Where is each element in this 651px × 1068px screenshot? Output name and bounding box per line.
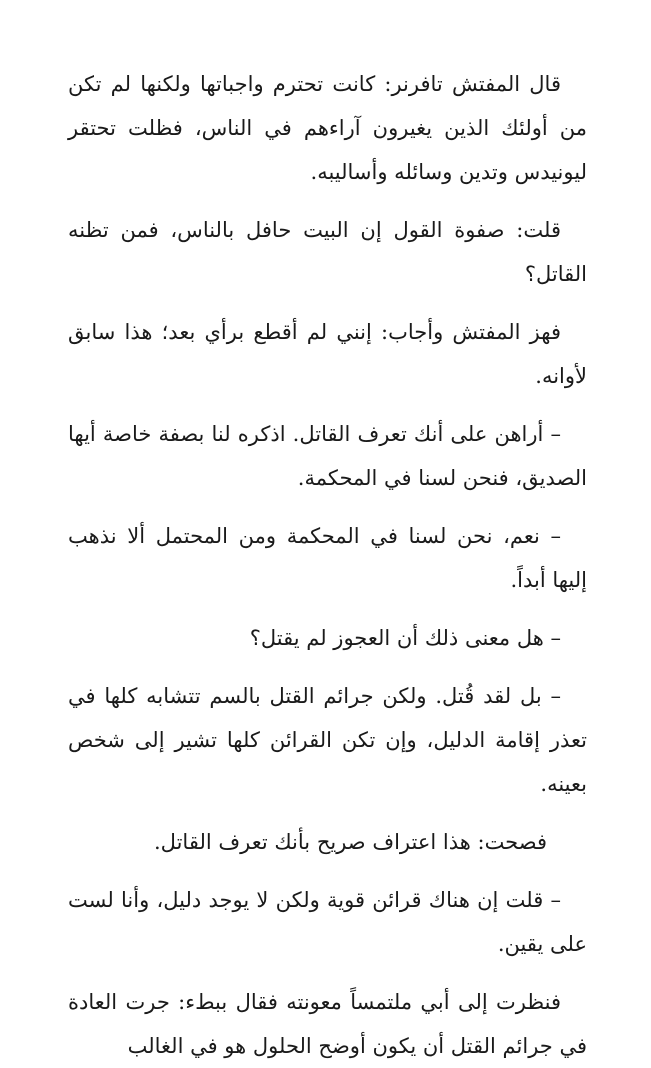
paragraph-4: – أراهن على أنك تعرف القاتل. اذكره لنا بصفة خاصة أيها الصديق، فنحن لسنا في المحكمة. [68,422,587,490]
paragraph-5: – نعم، نحن لسنا في المحكمة ومن المحتمل ألا نذهب إليها أبداً. [68,524,587,592]
paragraph-7: – بل لقد قُتل. ولكن جرائم القتل بالسم تتشابه كلها في تعذر إقامة الدليل، وإن تكن القرائن كلها تشير إلى شخص بعينه. [68,684,587,796]
paragraph-10: فنظرت إلى أبي ملتمساً معونته فقال ببطء: جرت العادة في جرائم القتل أن يكون أوضح الحلول هو في الغالب [68,990,587,1058]
paragraph-2: قلت: صفوة القول إن البيت حافل بالناس، فمن تظنه القاتل؟ [68,218,587,286]
paragraph-6: – هل معنى ذلك أن العجوز لم يقتل؟ [249,626,561,650]
paragraph-3: فهز المفتش وأجاب: إنني لم أقطع برأي بعد؛ هذا سابق لأوانه. [68,320,587,388]
paragraph-8: فصحت: هذا اعتراف صريح بأنك تعرف القاتل. [154,830,547,854]
paragraph-1: قال المفتش تافرنر: كانت تحترم واجباتها ولكنها لم تكن من أولئك الذين يغيرون آراءهم في الناس، فظلت تحتقر ليونيدس وتدين وسائله وأساليبه. [68,72,587,184]
paragraph-9: – قلت إن هناك قرائن قوية ولكن لا يوجد دليل، وأنا لست على يقين. [68,888,587,956]
